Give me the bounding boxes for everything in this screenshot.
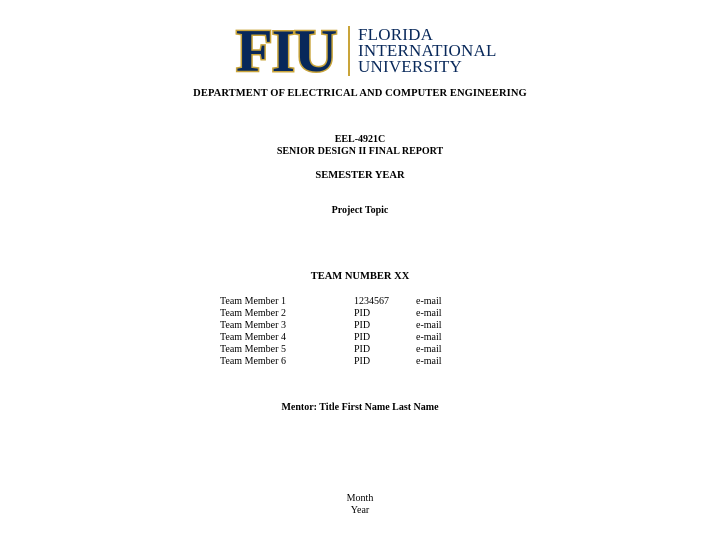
member-pid: PID	[354, 344, 371, 355]
footer-year: Year	[350, 505, 370, 516]
member-email: e-mail	[416, 332, 442, 343]
team-member-row	[220, 344, 460, 356]
footer-month: Month	[346, 493, 374, 504]
team-member-row	[220, 308, 460, 320]
fiu-logo-wordmark	[358, 27, 497, 75]
member-pid: PID	[354, 332, 371, 343]
course-block	[0, 134, 720, 158]
team-member-row	[220, 332, 460, 344]
logo-word-international: INTERNATIONAL	[358, 41, 497, 60]
member-email: e-mail	[416, 308, 442, 319]
member-name: Team Member 1	[220, 296, 286, 307]
department-heading: DEPARTMENT OF ELECTRICAL AND COMPUTER ENGINEERING	[193, 88, 527, 99]
logo-divider	[348, 26, 350, 76]
fiu-logo-letters: FIU	[236, 18, 337, 84]
member-name: Team Member 5	[220, 344, 286, 355]
fiu-logo	[236, 18, 506, 84]
project-topic: Project Topic	[331, 205, 389, 216]
team-members-list	[220, 296, 460, 368]
member-name: Team Member 3	[220, 320, 286, 331]
team-member-row	[220, 356, 460, 368]
semester-year: SEMESTER YEAR	[315, 170, 405, 181]
team-member-row	[220, 296, 460, 308]
member-pid: PID	[354, 356, 371, 367]
course-code: EEL-4921C	[334, 134, 386, 145]
member-email: e-mail	[416, 344, 442, 355]
member-pid: PID	[354, 320, 371, 331]
report-title: SENIOR DESIGN II FINAL REPORT	[276, 146, 444, 157]
member-name: Team Member 2	[220, 308, 286, 319]
member-email: e-mail	[416, 296, 442, 307]
team-member-row	[220, 320, 460, 332]
team-number: TEAM NUMBER XX	[310, 271, 410, 282]
member-email: e-mail	[416, 320, 442, 331]
member-pid: 1234567	[354, 296, 389, 307]
member-name: Team Member 6	[220, 356, 286, 367]
mentor-line: Mentor: Title First Name Last Name	[281, 402, 439, 413]
member-name: Team Member 4	[220, 332, 286, 343]
logo-word-florida: FLORIDA	[358, 25, 434, 44]
member-email: e-mail	[416, 356, 442, 367]
member-pid: PID	[354, 308, 371, 319]
logo-word-university: UNIVERSITY	[358, 57, 462, 76]
